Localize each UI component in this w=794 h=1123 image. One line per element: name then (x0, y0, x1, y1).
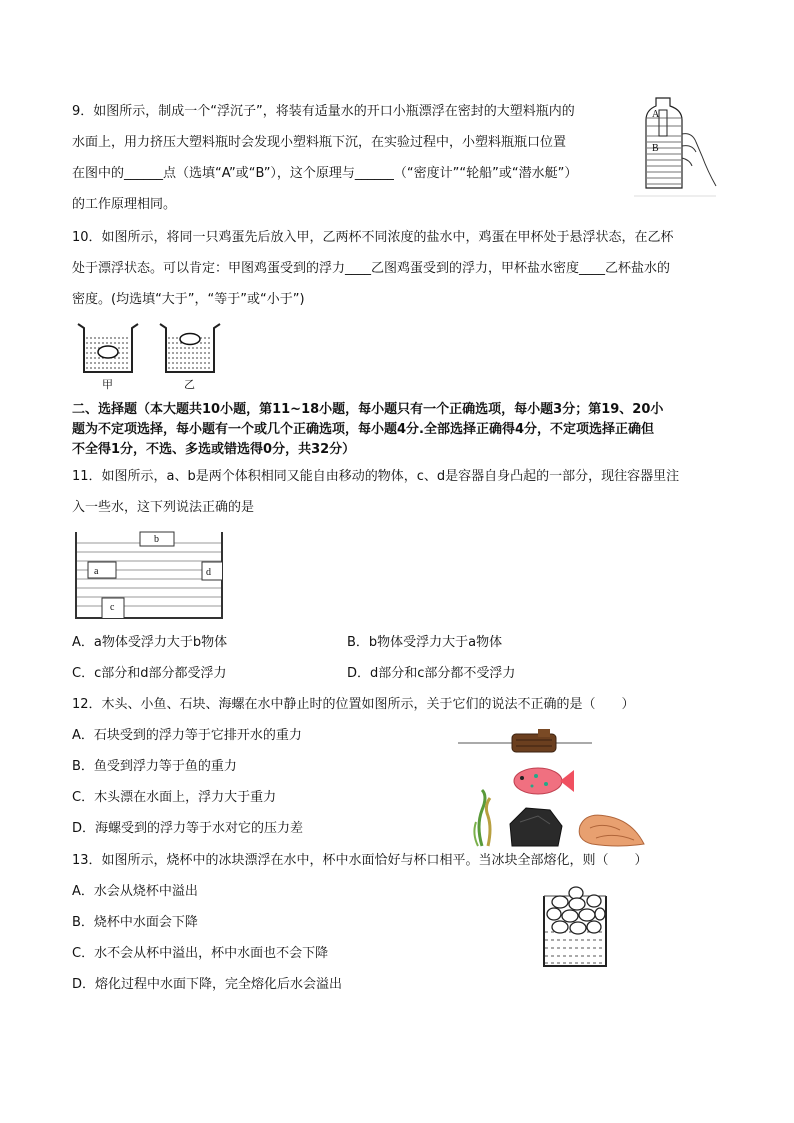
beaker-jia (78, 324, 138, 391)
q13-option-a: A．水会从烧杯中溢出 (72, 884, 198, 899)
q12-option-b: B．鱼受到浮力等于鱼的重力 (72, 759, 237, 774)
ice-beaker-figure (540, 884, 612, 970)
container-figure (74, 530, 226, 622)
label-d: d (206, 567, 211, 578)
wood-log (512, 729, 556, 752)
q9-line-3: 在图中的______点（选填“A”或“B”），这个原理与______（“密度计”“轮船”或“潜水艇”） (72, 166, 578, 181)
label-b: b (154, 534, 159, 545)
q12-option-d: D．海螺受到的浮力等于水对它的压力差 (72, 821, 304, 836)
section-2-line-1: 二、选择题（本大题共10小题，第11~18小题，每小题只有一个正确选项，每小题3分；第19、20小 (72, 402, 664, 417)
q11-option-b: B．b物体受浮力大于a物体 (347, 635, 503, 650)
q11-line-2: 入一些水，这下列说法正确的是 (72, 500, 255, 515)
beakers-figure (76, 320, 226, 392)
q11-line-1: 11．如图所示，a、b是两个体积相同又能自由移动的物体，c、d是容器自身凸起的一部分，现往容器里注 (72, 469, 680, 484)
q11-option-c: C．c部分和d部分都受浮力 (72, 666, 227, 681)
label-a: A (652, 109, 660, 120)
q10-line-3: 密度。(均选填“大于”，“等于”或“小于”) (72, 292, 305, 307)
section-2-line-3: 不全得1分，不选、多选或错选得0分，共32分） (72, 442, 356, 457)
q9-line-2: 水面上，用力挤压大塑料瓶时会发现小塑料瓶下沉，在实验过程中，小塑料瓶瓶口位置 (72, 135, 567, 150)
cartesian-diver-figure (632, 96, 718, 200)
q11-option-d: D．d部分和c部分都不受浮力 (347, 666, 516, 681)
q12-option-c: C．木头漂在水面上，浮力大于重力 (72, 790, 277, 805)
beaker-jia-label: 甲 (102, 379, 113, 391)
label-a: a (94, 566, 99, 577)
label-c: c (110, 602, 115, 613)
seaweed (474, 790, 490, 846)
q12-stem: 12．木头、小鱼、石块、海螺在水中静止时的位置如图所示，关于它们的说法不正确的是（ ） (72, 697, 635, 712)
label-b: B (652, 143, 659, 154)
stone (510, 808, 562, 846)
underwater-objects-figure (458, 726, 654, 848)
conch-shell (579, 815, 644, 846)
q11-option-a: A．a物体受浮力大于b物体 (72, 635, 228, 650)
q13-option-b: B．烧杯中水面会下降 (72, 915, 198, 930)
beaker-yi (160, 324, 220, 391)
q10-line-2: 处于漂浮状态。可以肯定：甲图鸡蛋受到的浮力____乙图鸡蛋受到的浮力，甲杯盐水密度____乙杯盐水的 (72, 261, 671, 276)
q10-line-1: 10．如图所示，将同一只鸡蛋先后放入甲，乙两杯不同浓度的盐水中，鸡蛋在甲杯处于悬浮状态，在乙杯 (72, 230, 674, 245)
q13-option-c: C．水不会从杯中溢出，杯中水面也不会下降 (72, 946, 329, 961)
fish (514, 768, 574, 794)
q13-option-d: D．熔化过程中水面下降，完全熔化后水会溢出 (72, 977, 343, 992)
q9-line-4: 的工作原理相同。 (72, 197, 177, 212)
ice-cubes (547, 887, 605, 934)
beaker-yi-label: 乙 (184, 379, 195, 391)
section-2-line-2: 题为不定项选择，每小题有一个或几个正确选项，每小题4分.全部选择正确得4分，不定项选择正确但 (72, 422, 655, 437)
q12-option-a: A．石块受到的浮力等于它排开水的重力 (72, 728, 302, 743)
q13-stem: 13．如图所示，烧杯中的冰块漂浮在水中，杯中水面恰好与杯口相平。当冰块全部熔化，则（ ） (72, 853, 648, 868)
q9-line-1: 9．如图所示，制成一个“浮沉子”，将装有适量水的开口小瓶漂浮在密封的大塑料瓶内的 (72, 104, 575, 119)
